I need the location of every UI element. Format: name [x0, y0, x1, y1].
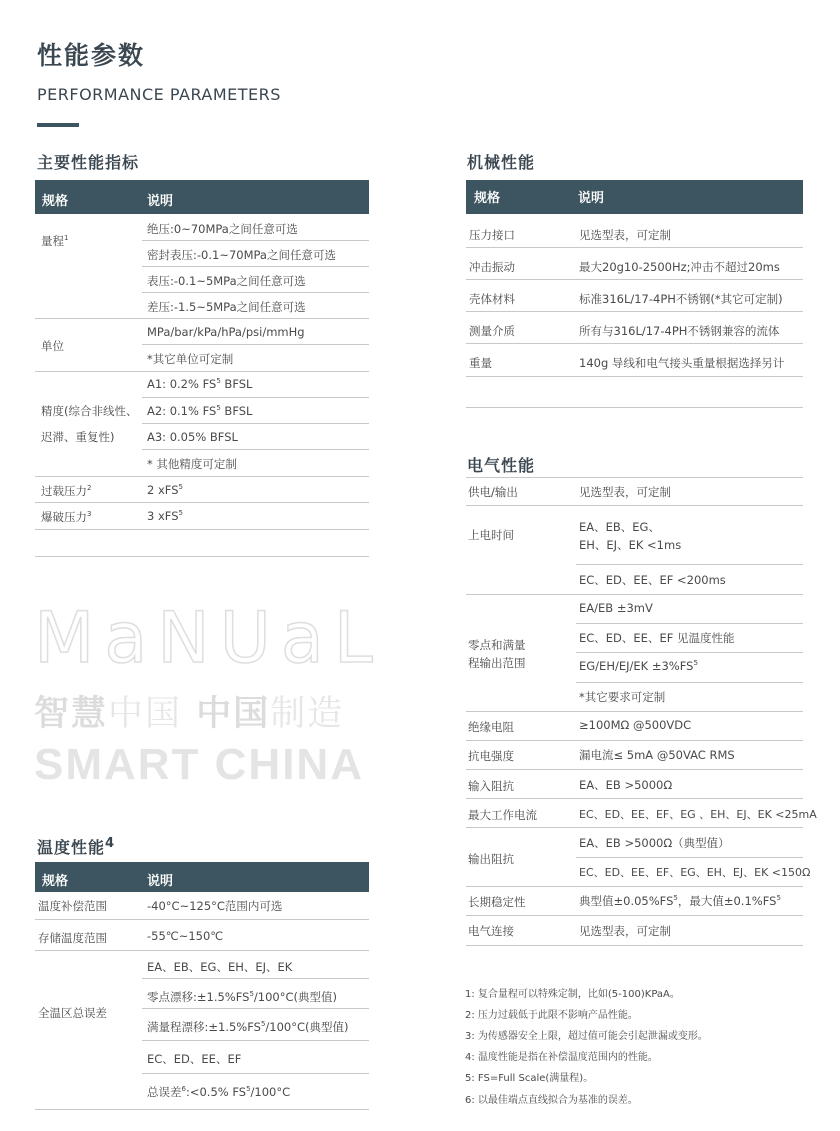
mech-row-housing-value: 标准316L/17-4PH不锈钢(*其它可定制) [579, 292, 783, 306]
accuracy-a1: A1: 0.2% $FS^5$ BFSL [147, 377, 253, 391]
row-divider [466, 247, 803, 248]
row-divider [142, 240, 369, 241]
row-divider [466, 798, 803, 799]
input-impedance-value: EA、EB >5000Ω [579, 778, 673, 792]
mech-row-shock-label: 冲击振动 [469, 260, 515, 274]
watermark-manual: MaNUaL [34, 597, 383, 679]
temp-row-span-drift: 满量程漂移$:\pm 1.5\%FS^5/100^\circ C$(典型值) [147, 1020, 349, 1034]
total-error-label: 全温区总误差 [38, 1006, 107, 1020]
connection-value: 见选型表，可定制 [579, 924, 671, 938]
row-divider [466, 505, 803, 506]
row-divider [466, 594, 803, 595]
row-divider [142, 1040, 369, 1041]
power-on-line1: EA、EB、EG、 [579, 520, 660, 534]
insulation-value: ≥100MΩ @500VDC [579, 718, 692, 732]
stability-label: 长期稳定性 [468, 895, 526, 909]
mech-row-port-value: 见选型表，可定制 [579, 228, 671, 242]
zero-row-eg-ek: $EG/EH/EJ/EK \pm 3\%FS^5$ [579, 659, 698, 673]
title-underline [37, 123, 79, 127]
temp-col-desc: 说明 [147, 874, 174, 889]
range-item-gauge: 表压:-0.1~5MPa之间任意可选 [147, 274, 306, 288]
temp-table-header [35, 862, 369, 892]
mech-table-title: 机械性能 [467, 153, 536, 172]
supply-label: 供电/输出 [468, 485, 518, 499]
page-subtitle: PERFORMANCE PARAMETERS [37, 85, 281, 104]
row-divider [142, 423, 369, 424]
footnote-2: 2: 压力过载低于此限不影响产品性能。 [465, 1010, 638, 1021]
row-divider [142, 1008, 369, 1009]
table-bottom-rule [466, 407, 803, 408]
row-divider [576, 564, 803, 565]
withstand-value: 漏电流≤ 5mA @50VAC RMS [579, 748, 735, 762]
row-divider [466, 769, 803, 770]
range-label: 量程$^1$ [41, 234, 69, 248]
temp-row-zero-drift: 零点漂移$:\pm 1.5\%FS^5/100^\circ C$(典型值) [147, 990, 337, 1004]
row-divider [466, 886, 803, 887]
zero-span-label-line2: 程输出范围 [468, 656, 526, 670]
unit-custom: *其它单位可定制 [147, 352, 234, 366]
max-current-value: EC、ED、EE、EF、EG 、EH、EJ、EK <25mA [579, 808, 817, 821]
accuracy-label-line1: 精度(综合非线性、 [41, 404, 138, 418]
range-item-sealed: 密封表压:-0.1~70MPa之间任意可选 [147, 248, 336, 262]
unit-label: 单位 [41, 339, 64, 353]
comp-range-value: -40°C~125°C范围内可选 [147, 899, 283, 913]
row-divider [142, 449, 369, 450]
accuracy-label-line2: 迟滞、重复性) [41, 430, 115, 444]
footnote-3: 3: 为传感器安全上限，超过值可能会引起泄漏或变形。 [465, 1031, 708, 1042]
row-divider [142, 344, 369, 345]
overload-label: 过载压力$^2$ [41, 484, 92, 498]
output-row-ec-ek: EC、ED、EE、EF、EG、EH、EJ、EK <150Ω [579, 866, 811, 879]
range-item-differential: 差压:-1.5~5MPa之间任意可选 [147, 300, 306, 314]
row-divider [466, 376, 803, 377]
row-divider [142, 266, 369, 267]
mech-row-media-value: 所有与316L/17-4PH不锈钢兼容的流体 [579, 324, 780, 338]
mech-row-shock-value: 最大20g10-2500Hz;冲击不超过20ms [579, 260, 780, 274]
elec-table-title: 电气性能 [467, 456, 536, 475]
main-table-header [35, 180, 369, 214]
row-divider [35, 318, 369, 319]
mech-row-port-label: 压力接口 [469, 228, 515, 242]
row-divider [576, 682, 803, 683]
row-divider [35, 502, 369, 503]
power-on-line2: EH、EJ、EK <1ms [579, 538, 682, 552]
output-row-ea-eb: EA、EB >5000Ω（典型值） [579, 836, 730, 850]
row-divider [576, 623, 803, 624]
table-bottom-rule [466, 945, 803, 946]
stability-value: 典型值$\pm 0.05\%FS^5$，最大值$\pm 0.1\%FS^5$ [579, 894, 781, 908]
supply-value: 见选型表，可定制 [579, 485, 671, 499]
burst-value: 3 xFS$^5$ [147, 509, 183, 523]
accuracy-a3: A3: 0.05% BFSL [147, 430, 238, 444]
row-divider [142, 1073, 369, 1074]
accuracy-custom: * 其他精度可定制 [147, 457, 237, 471]
row-divider [576, 652, 803, 653]
row-divider [35, 529, 369, 530]
row-divider [466, 740, 803, 741]
main-col-spec: 规格 [42, 194, 69, 209]
row-divider [466, 477, 803, 478]
main-table-title: 主要性能指标 [37, 153, 140, 172]
zero-row-custom: *其它要求可定制 [579, 690, 666, 704]
input-impedance-label: 输入阻抗 [468, 779, 514, 793]
table-bottom-rule [35, 1109, 369, 1110]
temp-col-spec: 规格 [42, 874, 69, 889]
row-divider [466, 311, 803, 312]
range-item-absolute: 绝压:0~70MPa之间任意可选 [147, 222, 298, 236]
footnote-1: 1: 复合量程可以特殊定制，比如(5-100)KPaA。 [465, 989, 680, 1000]
mech-table-header [466, 180, 803, 214]
insulation-label: 绝缘电阻 [468, 720, 514, 734]
unit-list: MPa/bar/kPa/hPa/psi/mmHg [147, 325, 305, 339]
footnote-4: 4: 温度性能是指在补偿温度范围内的性能。 [465, 1052, 658, 1063]
page-title: 性能参数 [37, 41, 146, 70]
row-divider [466, 915, 803, 916]
row-divider [466, 827, 803, 828]
mech-row-weight-value: 140g 导线和电气接头重量根据选择另计 [579, 356, 785, 370]
storage-range-label: 存储温度范围 [38, 931, 107, 945]
footnote-6: 6: 以最佳端点直线拟合为基准的误差。 [465, 1095, 638, 1106]
comp-range-label: 温度补偿范围 [38, 899, 107, 913]
withstand-label: 抗电强度 [468, 749, 514, 763]
temp-row-total-error: 总误差$^6$:<0.5% $FS^5/100^\circ C$ [147, 1085, 291, 1099]
row-divider [466, 711, 803, 712]
mech-row-media-label: 测量介质 [469, 324, 515, 338]
row-divider [466, 343, 803, 344]
mech-col-spec: 规格 [474, 191, 501, 206]
temp-table-title: 温度性能$^4$ [37, 836, 116, 857]
table-bottom-rule [35, 556, 369, 557]
accuracy-a2: A2: 0.1% $FS^5$ BFSL [147, 404, 253, 418]
row-divider [35, 950, 369, 951]
storage-range-value: -55℃~150℃ [147, 929, 224, 943]
overload-value: 2 xFS$^5$ [147, 483, 183, 497]
row-divider [35, 919, 369, 920]
row-divider [142, 978, 369, 979]
watermark-smart-china: SMART CHINA [34, 740, 364, 789]
zero-row-ec-ef: EC、ED、EE、EF 见温度性能 [579, 631, 735, 645]
connection-label: 电气连接 [468, 924, 514, 938]
footnote-5: 5: FS=Full Scale(满量程)。 [465, 1073, 594, 1084]
row-divider [142, 292, 369, 293]
power-on-line3: EC、ED、EE、EF <200ms [579, 573, 726, 587]
mech-row-housing-label: 壳体材料 [469, 292, 515, 306]
row-divider [576, 857, 803, 858]
zero-row-ea-eb: EA/EB ±3mV [579, 601, 653, 615]
row-divider [466, 279, 803, 280]
temp-row-types-b: EC、ED、EE、EF [147, 1052, 242, 1066]
temp-row-types-a: EA、EB、EG、EH、EJ、EK [147, 960, 293, 974]
row-divider [35, 476, 369, 477]
output-impedance-label: 输出阻抗 [468, 852, 514, 866]
mech-row-weight-label: 重量 [469, 356, 492, 370]
mech-col-desc: 说明 [578, 191, 605, 206]
main-col-desc: 说明 [147, 194, 174, 209]
max-current-label: 最大工作电流 [468, 808, 537, 822]
zero-span-label-line1: 零点和满量 [468, 638, 526, 652]
watermark-chinese: 智慧中国 中国制造 [34, 694, 345, 734]
burst-label: 爆破压力$^3$ [41, 510, 92, 524]
row-divider [35, 371, 369, 372]
row-divider [142, 397, 369, 398]
power-on-label: 上电时间 [468, 528, 514, 542]
